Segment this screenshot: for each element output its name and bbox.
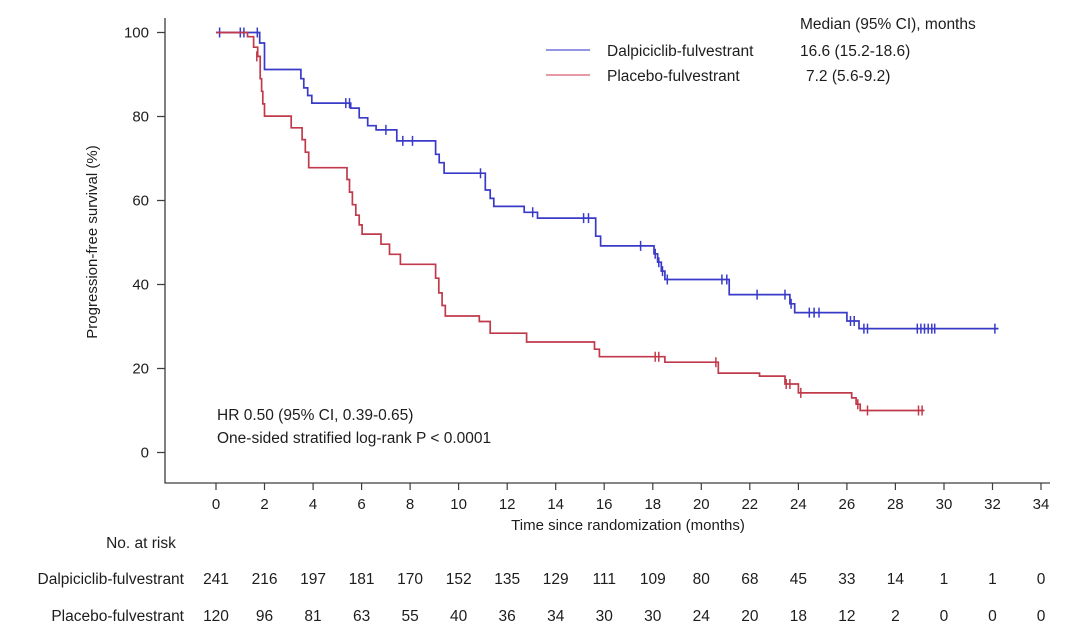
risk-table-title: No. at risk [106,535,176,552]
legend-label-dalpiciclib: Dalpiciclib-fulvestrant [607,43,754,60]
x-tick-label: 18 [644,496,662,513]
risk-count: 34 [547,608,565,625]
x-tick-marks [216,483,1041,490]
y-tick-label: 20 [132,360,149,378]
risk-count: 0 [988,608,997,625]
x-tick-label: 34 [1032,496,1050,513]
x-tick-label: 6 [357,496,366,513]
x-tick-label: 16 [595,496,613,513]
risk-count: 24 [692,608,710,625]
risk-count: 40 [450,608,468,625]
x-tick-label: 28 [887,496,904,513]
legend-label-placebo: Placebo-fulvestrant [607,68,740,85]
km-curve-placebo [216,33,925,411]
risk-count: 109 [639,571,666,588]
risk-count: 12 [838,608,856,625]
legend-line-dalpiciclib-icon [546,49,590,51]
risk-count: 45 [789,571,807,588]
risk-count: 0 [1036,571,1046,588]
risk-count: 216 [251,571,278,588]
hr-annotation-line1: HR 0.50 (95% CI, 0.39-0.65) [217,407,414,424]
risk-count: 181 [348,571,375,588]
risk-count: 36 [498,608,516,625]
legend-median-placebo: 7.2 (5.6-9.2) [806,68,891,85]
risk-count: 2 [891,608,900,625]
y-axis-title: Progression-free survival (%) [84,145,101,339]
x-tick-label: 12 [498,496,516,513]
risk-count: 20 [741,608,759,625]
x-tick-label: 4 [308,496,318,513]
x-tick-label: 0 [211,496,221,513]
risk-count: 197 [300,571,326,588]
risk-count: 135 [494,571,521,588]
risk-count: 0 [939,608,949,625]
hr-annotation [217,404,491,450]
x-tick-label: 20 [692,496,710,513]
risk-count: 18 [789,608,807,625]
x-axis-title: Time since randomization (months) [511,517,745,534]
legend-header: Median (95% CI), months [800,16,976,33]
x-tick-label: 22 [741,496,759,513]
risk-count: 152 [445,571,472,588]
x-tick-label: 32 [984,496,1001,513]
x-tick-label: 2 [260,496,269,513]
risk-count: 96 [255,608,274,625]
risk-count: 1 [988,571,997,588]
risk-count: 111 [592,571,617,588]
x-tick-label: 14 [547,496,565,513]
risk-count: 33 [838,571,856,588]
risk-count: 81 [304,608,322,625]
x-tick-label: 30 [935,496,953,513]
risk-count: 55 [401,608,419,625]
risk-count: 68 [741,571,759,588]
risk-count: 63 [352,608,371,625]
risk-count: 30 [595,608,613,625]
y-tick-label: 60 [132,192,149,210]
y-tick-label: 100 [123,24,149,42]
risk-count: 1 [939,571,949,588]
risk-row-label-placebo: Placebo-fulvestrant [51,608,184,625]
y-tick-label: 80 [132,108,149,126]
censor-marks-placebo [257,51,922,415]
y-tick-label: 40 [132,276,149,294]
risk-count: 241 [203,571,229,588]
risk-count: 14 [886,571,905,588]
legend-median-dalpiciclib: 16.6 (15.2-18.6) [800,43,911,60]
risk-row-label-dalpiciclib: Dalpiciclib-fulvestrant [37,571,184,588]
legend-line-placebo-icon [546,74,590,76]
risk-count: 0 [1036,608,1046,625]
risk-count: 129 [542,571,569,588]
y-tick-label: 0 [140,444,149,462]
x-tick-label: 24 [790,496,807,513]
risk-count: 80 [692,571,710,588]
hr-annotation-line2: One-sided stratified log-rank P < 0.0001 [217,430,492,447]
x-tick-label: 26 [838,496,856,513]
x-tick-label: 10 [450,496,467,513]
risk-count: 30 [644,608,662,625]
risk-count: 170 [397,571,424,588]
x-tick-label: 8 [405,496,415,513]
risk-count: 120 [203,608,229,625]
y-tick-marks [157,33,165,453]
